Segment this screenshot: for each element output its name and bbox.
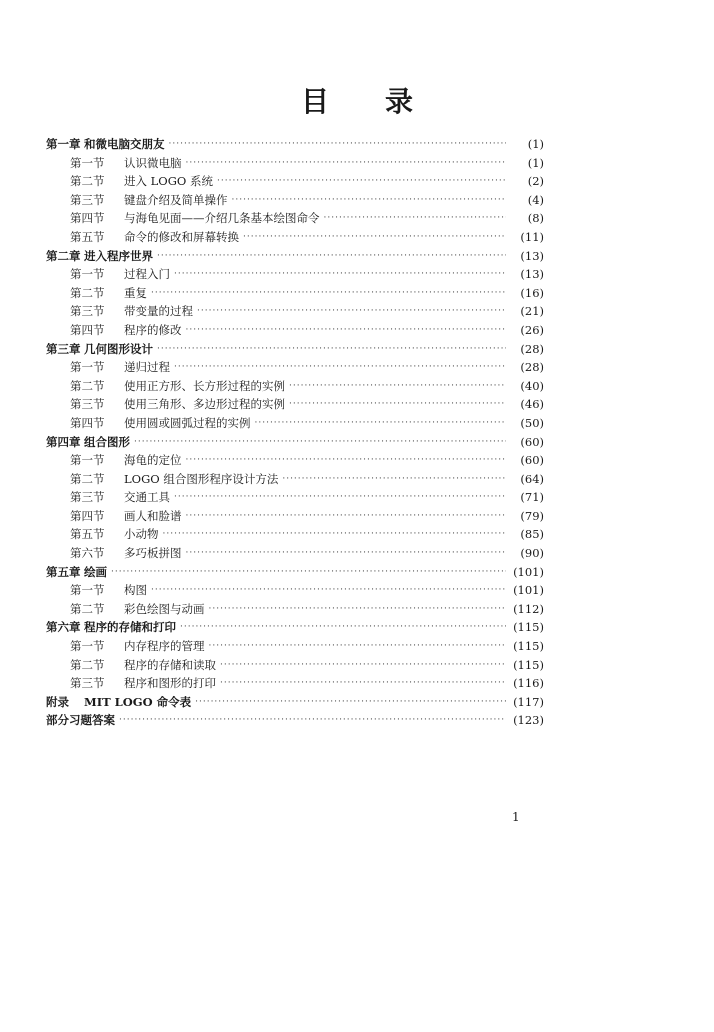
- toc-entry-number: 第一节: [70, 453, 105, 468]
- table-of-contents: [46, 135, 544, 730]
- toc-entry-number: 第一节: [70, 155, 105, 170]
- toc-entry-number: 第三节: [70, 397, 105, 412]
- toc-entry-number: 第六节: [70, 546, 105, 561]
- toc-entry-title: MIT LOGO 命令表: [84, 694, 192, 709]
- toc-page-ref: (101): [513, 583, 544, 598]
- toc-page-ref: (13): [520, 248, 544, 263]
- toc-page-ref: (16): [520, 285, 544, 300]
- toc-entry-number: 第四节: [70, 415, 105, 430]
- toc-page-ref: (85): [520, 527, 544, 542]
- toc-entry-title: 交通工具: [124, 490, 170, 505]
- toc-section-row: [46, 154, 544, 173]
- toc-page-ref: (60): [520, 434, 544, 449]
- dot-leader: [186, 544, 507, 563]
- toc-section-row: [46, 525, 544, 544]
- toc-entry-title: 进入 LOGO 系统: [124, 174, 213, 189]
- toc-page-ref: (115): [513, 620, 544, 635]
- toc-chapter-row: [46, 135, 544, 154]
- toc-entry-title: 彩色绘图与动画: [124, 601, 205, 616]
- dot-leader: [174, 358, 506, 377]
- dot-leader: [220, 674, 506, 693]
- toc-entry-title: 程序的修改: [124, 322, 182, 337]
- dot-leader: [243, 228, 506, 247]
- toc-section-row: [46, 637, 544, 656]
- toc-page-ref: (116): [513, 676, 544, 691]
- toc-entry-number: 第一章: [46, 137, 81, 151]
- toc-section-row: [46, 377, 544, 396]
- dot-leader: [289, 377, 506, 396]
- toc-section-row: [46, 209, 544, 228]
- toc-entry-number: 第五节: [70, 229, 105, 244]
- dot-leader: [186, 507, 507, 526]
- dot-leader: [232, 191, 507, 210]
- toc-chapter-row: [46, 340, 544, 359]
- toc-entry-number: 第二节: [70, 378, 105, 393]
- toc-entry-number: 第二节: [70, 285, 105, 300]
- toc-section-row: [46, 228, 544, 247]
- toc-page-ref: (117): [513, 694, 544, 709]
- toc-entry-title: 进入程序世界: [84, 248, 153, 263]
- toc-section-row: [46, 172, 544, 191]
- toc-section-row: [46, 674, 544, 693]
- dot-leader: [157, 340, 506, 359]
- dot-leader: [209, 637, 507, 656]
- toc-page-ref: (28): [520, 360, 544, 375]
- toc-entry-number: 第三节: [70, 304, 105, 319]
- toc-section-row: [46, 488, 544, 507]
- toc-page-ref: (1): [527, 155, 544, 170]
- toc-entry-title: 过程入门: [124, 267, 170, 282]
- toc-page-ref: (21): [520, 304, 544, 319]
- toc-page-ref: (115): [513, 657, 544, 672]
- toc-entry-number: 第四节: [70, 322, 105, 337]
- toc-section-row: [46, 265, 544, 284]
- toc-entry-number: 第三节: [70, 676, 105, 691]
- toc-entry-number: 第二节: [70, 174, 105, 189]
- toc-page-ref: (60): [520, 453, 544, 468]
- toc-entry-title: 部分习题答案: [46, 713, 115, 728]
- toc-entry-title: 画人和脸谱: [124, 508, 182, 523]
- toc-chapter-row: [46, 711, 544, 730]
- toc-entry-number: 第三节: [70, 192, 105, 207]
- dot-leader: [134, 433, 506, 452]
- toc-chapter-row: [46, 247, 544, 266]
- dot-leader: [282, 470, 506, 489]
- toc-entry-title: 键盘介绍及简单操作: [124, 192, 228, 207]
- dot-leader: [169, 135, 507, 154]
- toc-entry-title: 带变量的过程: [124, 304, 193, 319]
- toc-chapter-row: [46, 563, 544, 582]
- toc-page-ref: (4): [527, 192, 544, 207]
- toc-page-ref: (13): [520, 267, 544, 282]
- toc-entry-number: 第二章: [46, 248, 81, 263]
- toc-entry-number: 第六章: [46, 620, 81, 635]
- toc-page-ref: (79): [520, 508, 544, 523]
- dot-leader: [111, 563, 506, 582]
- toc-entry-title: 程序的存储和读取: [124, 657, 216, 672]
- toc-section-row: [46, 395, 544, 414]
- toc-section-row: [46, 600, 544, 619]
- title-char-1: 目: [300, 85, 329, 118]
- toc-entry-title: 命令的修改和屏幕转换: [124, 229, 239, 244]
- toc-chapter-row: [46, 433, 544, 452]
- toc-page-ref: (26): [520, 322, 544, 337]
- toc-section-row: [46, 656, 544, 675]
- toc-entry-title: LOGO 组合图形程序设计方法: [124, 471, 279, 486]
- toc-section-row: [46, 191, 544, 210]
- toc-entry-title: 内存程序的管理: [124, 639, 205, 654]
- toc-entry-title: 绘画: [84, 564, 107, 579]
- toc-entry-number: 第二节: [70, 657, 105, 672]
- toc-entry-number: 第一节: [70, 583, 105, 598]
- dot-leader: [324, 209, 507, 228]
- dot-leader: [217, 172, 506, 191]
- toc-section-row: [46, 414, 544, 433]
- dot-leader: [186, 321, 507, 340]
- toc-page-ref: (112): [513, 601, 544, 616]
- toc-page-ref: (46): [520, 397, 544, 412]
- toc-section-row: [46, 358, 544, 377]
- toc-entry-number: 第四节: [70, 508, 105, 523]
- title-char-2: 录: [385, 85, 414, 118]
- dot-leader: [174, 265, 506, 284]
- toc-entry-title: 使用圆或圆弧过程的实例: [124, 415, 251, 430]
- dot-leader: [157, 247, 506, 266]
- toc-page-ref: (71): [520, 490, 544, 505]
- toc-entry-title: 递归过程: [124, 360, 170, 375]
- toc-entry-number: 第四章: [46, 434, 81, 449]
- toc-entry-number: 第二节: [70, 601, 105, 616]
- toc-page-ref: (115): [513, 639, 544, 654]
- page-title: [0, 80, 714, 120]
- dot-leader: [289, 395, 506, 414]
- toc-page-ref: (64): [520, 471, 544, 486]
- toc-section-row: [46, 581, 544, 600]
- toc-chapter-row: [46, 693, 544, 712]
- toc-page-ref: (101): [513, 564, 544, 579]
- toc-chapter-row: [46, 618, 544, 637]
- toc-entry-number: 第一节: [70, 639, 105, 654]
- toc-page-ref: (2): [527, 174, 544, 189]
- dot-leader: [174, 488, 506, 507]
- toc-entry-number: 第一节: [70, 360, 105, 375]
- toc-page-ref: (8): [527, 211, 544, 226]
- toc-entry-title: 构图: [124, 583, 147, 598]
- toc-page-ref: (50): [520, 415, 544, 430]
- toc-section-row: [46, 321, 544, 340]
- toc-entry-title: 组合图形: [84, 434, 130, 449]
- toc-entry-title: 程序的存储和打印: [84, 620, 176, 635]
- dot-leader: [119, 711, 506, 730]
- toc-entry-number: 第五章: [46, 564, 81, 579]
- toc-page-ref: (123): [513, 713, 544, 728]
- toc-entry-title: 使用正方形、长方形过程的实例: [124, 378, 285, 393]
- dot-leader: [186, 451, 507, 470]
- toc-page-ref: (90): [520, 546, 544, 561]
- toc-page-ref: (28): [520, 341, 544, 356]
- toc-section-row: [46, 284, 544, 303]
- toc-entry-title: 小动物: [124, 527, 159, 542]
- dot-leader: [186, 154, 507, 173]
- toc-entry-title: 几何图形设计: [84, 341, 153, 356]
- toc-section-row: [46, 470, 544, 489]
- toc-entry-number: 附录: [46, 694, 69, 709]
- dot-leader: [220, 656, 506, 675]
- dot-leader: [151, 581, 506, 600]
- toc-entry-title: 和微电脑交朋友: [84, 137, 165, 151]
- toc-section-row: [46, 302, 544, 321]
- toc-section-row: [46, 544, 544, 563]
- toc-section-row: [46, 507, 544, 526]
- dot-leader: [151, 284, 506, 303]
- toc-entry-number: 第五节: [70, 527, 105, 542]
- dot-leader: [195, 693, 506, 712]
- toc-entry-number: 第一节: [70, 267, 105, 282]
- toc-page-ref: (11): [520, 229, 544, 244]
- dot-leader: [180, 618, 506, 637]
- toc-entry-title: 海龟的定位: [124, 453, 182, 468]
- toc-entry-title: 使用三角形、多边形过程的实例: [124, 397, 285, 412]
- toc-entry-number: 第三节: [70, 490, 105, 505]
- dot-leader: [197, 302, 506, 321]
- dot-leader: [209, 600, 507, 619]
- toc-entry-number: 第三章: [46, 341, 81, 356]
- toc-page-ref: (40): [520, 378, 544, 393]
- toc-entry-title: 认识微电脑: [124, 155, 182, 170]
- dot-leader: [163, 525, 507, 544]
- toc-section-row: [46, 451, 544, 470]
- toc-page-ref: (1): [527, 137, 544, 151]
- toc-entry-number: 第二节: [70, 471, 105, 486]
- page-number: 1: [512, 810, 520, 824]
- toc-entry-title: 程序和图形的打印: [124, 676, 216, 691]
- toc-entry-title: 重复: [124, 285, 147, 300]
- dot-leader: [255, 414, 507, 433]
- toc-entry-title: 与海龟见面——介绍几条基本绘图命令: [124, 211, 320, 226]
- toc-entry-number: 第四节: [70, 211, 105, 226]
- toc-entry-title: 多巧板拼图: [124, 546, 182, 561]
